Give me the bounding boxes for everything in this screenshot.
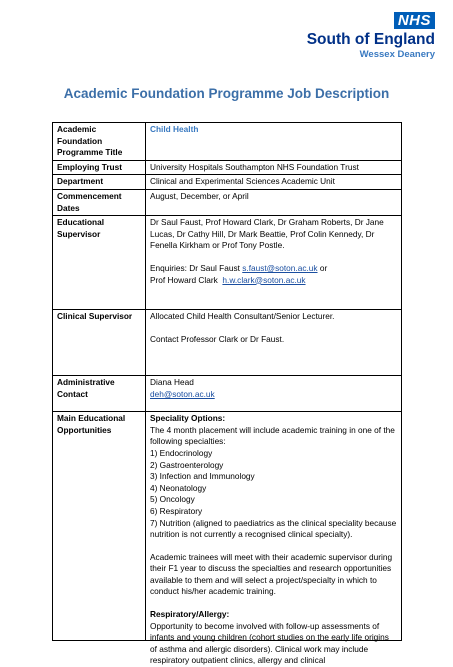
- deanery-name: Wessex Deanery: [359, 49, 435, 60]
- speciality-item: 4) Neonatology: [150, 482, 207, 493]
- speciality-item: 2) Gastroenterology: [150, 459, 224, 470]
- speciality-item: 5) Oncology: [150, 494, 195, 505]
- nhs-branding: [307, 12, 435, 61]
- admin-email-link[interactable]: deh@soton.ac.uk: [150, 388, 215, 399]
- document-title: Academic Foundation Programme Job Description: [63, 86, 390, 101]
- table-row: [53, 175, 402, 190]
- speciality-heading: Speciality Options:: [150, 413, 226, 424]
- enquiries-line-1: [150, 263, 397, 275]
- region-name: South of England: [306, 31, 435, 48]
- respiratory-heading: Respiratory/Allergy:: [150, 609, 230, 620]
- clinsup-text: Allocated Child Health Consultant/Senior Lecturer.: [150, 311, 335, 322]
- faust-email-link[interactable]: s.faust@soton.ac.uk: [242, 262, 318, 273]
- department-value: Clinical and Experimental Sciences Academic Unit: [146, 175, 402, 190]
- admin-label: Administrative Contact: [53, 376, 146, 412]
- speciality-item: 6) Respiratory: [150, 505, 203, 516]
- clark-email-link[interactable]: h.w.clark@soton.ac.uk: [222, 274, 306, 285]
- table-row: [53, 216, 402, 310]
- clinsup-label: Clinical Supervisor: [53, 310, 146, 376]
- table-row: [53, 189, 402, 215]
- speciality-intro: The 4 month placement will include academic training in one of the following specialties:: [150, 424, 395, 447]
- clinsup-value: [146, 310, 402, 376]
- commencement-label: Commencement Dates: [53, 189, 146, 215]
- table-row: [53, 123, 402, 161]
- clark-name: Prof Howard Clark: [150, 274, 218, 285]
- edsup-names: Dr Saul Faust, Prof Howard Clark, Dr Graham Roberts, Dr Jane Lucas, Dr Cathy Hill, Dr Mark Beattie, Prof Colin Kennedy, Dr Fenella Kirkham or Prof Tony Postle.: [150, 217, 384, 251]
- edsup-value: [146, 216, 402, 310]
- main-value: [146, 412, 402, 666]
- main-label: Main Educational Opportunities: [53, 412, 146, 641]
- speciality-item: 3) Infection and Immunology: [150, 471, 255, 482]
- trust-value: University Hospitals Southampton NHS Foundation Trust: [146, 160, 402, 175]
- programme-label: Academic Foundation Programme Title: [53, 123, 146, 161]
- table-row: [53, 160, 402, 175]
- table-row: [53, 412, 402, 641]
- clinsup-contact: Contact Professor Clark or Dr Faust.: [150, 333, 285, 344]
- respiratory-text: Opportunity to become involved with follow-up assessments of infants and young children (cohort studies on the early life origins of asthma and allergic disorders). Clinical work may include respiratory outpatient clinics, allergy and clinical: [150, 620, 389, 666]
- table-row: [53, 376, 402, 412]
- enquiries-or: or: [317, 262, 328, 273]
- edsup-label: Educational Supervisor: [53, 216, 146, 310]
- enquiries-prefix: Enquiries: Dr Saul Faust: [150, 262, 240, 273]
- speciality-item: 1) Endocrinology: [150, 447, 213, 458]
- table-row: [53, 310, 402, 376]
- commencement-value: August, December, or April: [146, 189, 402, 215]
- trainee-paragraph: Academic trainees will meet with their academic supervisor during their F1 year to discuss the specialties and research opportunities available to them and will select a project/specialty in which to conduct his/her academic training.: [150, 551, 393, 597]
- trust-label: Employing Trust: [53, 160, 146, 175]
- admin-value: [146, 376, 402, 412]
- admin-name: Diana Head: [150, 377, 194, 388]
- department-label: Department: [53, 175, 146, 190]
- programme-value: Child Health: [146, 123, 402, 161]
- speciality-item: 7) Nutrition (aligned to paediatrics as the clinical speciality because nutrition is not currently a recognised clinical specialty).: [150, 517, 397, 540]
- nhs-logo: NHS: [394, 12, 435, 29]
- main-content: [150, 413, 397, 666]
- job-description-table: [52, 122, 402, 666]
- enquiries-line-2: [150, 275, 397, 287]
